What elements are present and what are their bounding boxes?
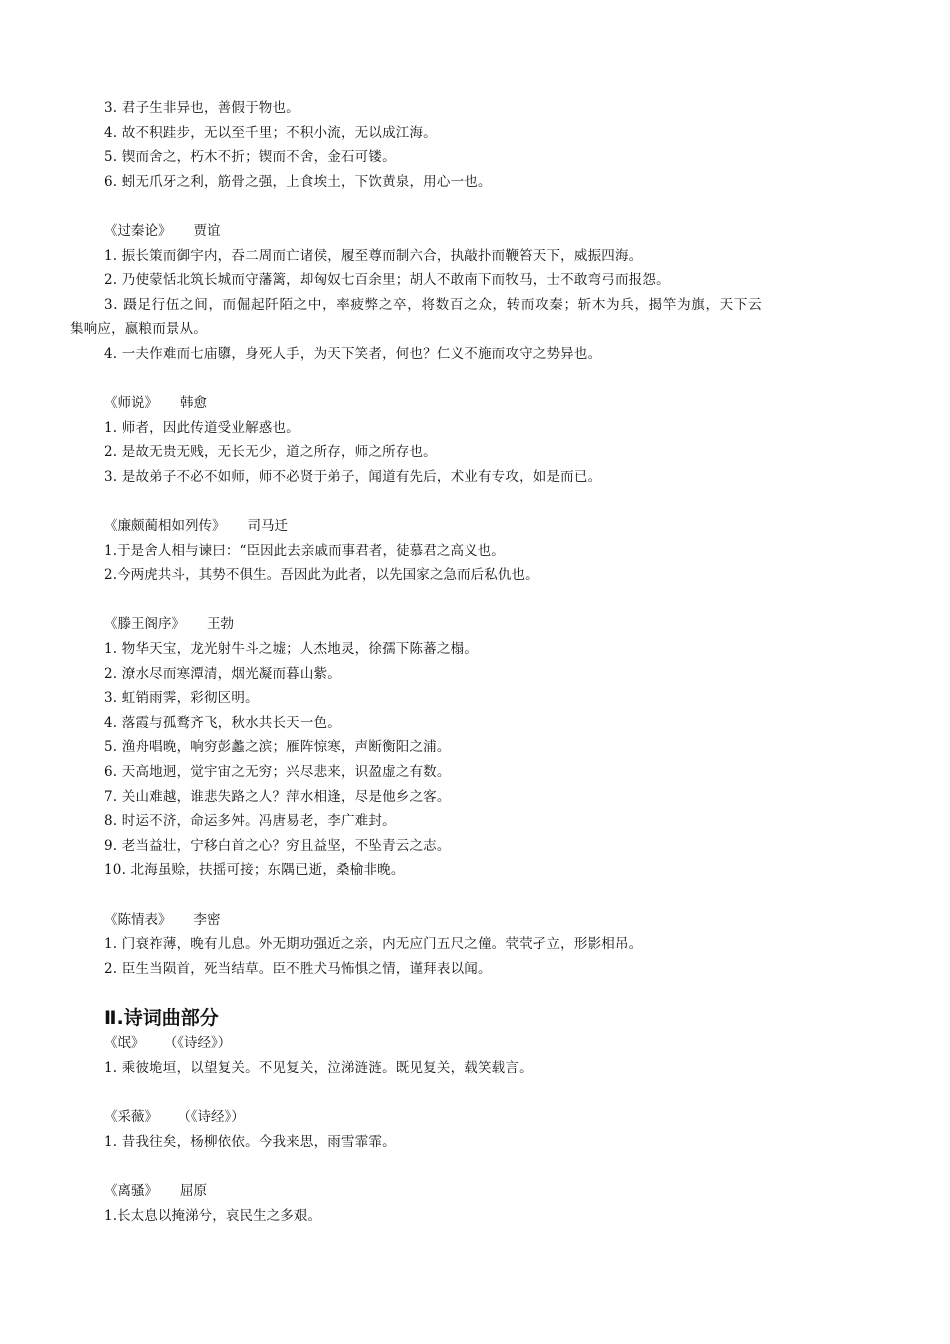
work-author: （《诗经》）	[170, 1035, 232, 1052]
spacer	[0, 883, 950, 908]
meng-section	[0, 1031, 950, 1080]
quote-line: 9. 老当益壮，宁移白首之心？穷且益坚，不坠青云之志。	[104, 837, 451, 854]
quote-line: 6. 天高地迥，觉宇宙之无穷；兴尽悲来，识盈虚之有数。	[104, 764, 451, 781]
section-heading: Ⅱ.诗词曲部分	[104, 1007, 219, 1030]
work-author: 李密	[193, 911, 221, 928]
quote-line: 1. 物华天宝，龙光射牛斗之墟；人杰地灵，徐孺下陈蕃之榻。	[104, 641, 478, 658]
work-heading	[0, 908, 950, 933]
tengwang-section	[0, 612, 950, 883]
quote-line: 3. 虹销雨霁，彩彻区明。	[104, 690, 259, 707]
work-title: 《采薇》	[104, 1109, 158, 1126]
quote-line: 1. 振长策而御宇内，吞二周而亡诸侯，履至尊而制六合，执敲扑而鞭笞天下，威振四海。	[104, 247, 643, 264]
work-author: 贾谊	[193, 222, 221, 239]
work-title: 《廉颇蔺相如列传》	[104, 518, 226, 535]
work-author: 王勃	[207, 616, 234, 633]
work-heading	[0, 1179, 950, 1204]
quote-line: 1. 师者，因此传道受业解惑也。	[104, 419, 300, 436]
work-title: 《过秦论》	[104, 222, 172, 239]
spacer	[0, 981, 950, 1001]
quote-line-continuation: 集响应，嬴粮而景从。	[70, 321, 207, 338]
quote-line: 4. 故不积跬步，无以至千里；不积小流，无以成江海。	[104, 124, 437, 141]
spacer	[0, 367, 950, 392]
work-heading	[0, 219, 950, 244]
chenqing-section	[0, 908, 950, 982]
guoqinlun-section	[0, 219, 950, 367]
quanxue-section	[0, 96, 950, 194]
work-title: 《师说》	[104, 395, 158, 412]
lianpo-section	[0, 514, 950, 588]
work-title: 《离骚》	[104, 1182, 158, 1199]
quote-line: 1.长太息以掩涕兮，哀民生之多艰。	[104, 1207, 322, 1224]
shishuo-section	[0, 391, 950, 489]
quote-line: 3. 是故弟子不必不如师，师不必贤于弟子，闻道有先后，术业有专攻，如是而已。	[104, 468, 602, 485]
quote-line: 2. 臣生当陨首，死当结草。臣不胜犬马怖惧之情，谨拜表以闻。	[104, 960, 492, 977]
quote-line: 1. 门衰祚薄，晚有儿息。外无期功强近之亲，内无应门五尺之僮。茕茕孑立，形影相吊。	[104, 936, 643, 953]
quote-line: 3. 君子生非异也，善假于物也。	[104, 100, 300, 116]
spacer	[0, 194, 950, 219]
work-heading	[0, 612, 950, 637]
quote-line: 1. 乘彼垝垣，以望复关。不见复关，泣涕涟涟。既见复关，载笑载言。	[104, 1059, 533, 1076]
quote-line: 10. 北海虽赊，扶摇可接；东隅已逝，桑榆非晚。	[104, 862, 405, 879]
quote-line: 1.于是舍人相与谏曰：“臣因此去亲戚而事君者，徒慕君之高义也。	[104, 542, 505, 559]
quote-line: 2. 乃使蒙恬北筑长城而守藩篱，却匈奴七百余里；胡人不敢南下而牧马，士不敢弯弓而报怨。	[104, 272, 670, 289]
work-heading	[0, 391, 950, 416]
work-title: 《滕王阁序》	[104, 616, 185, 633]
work-author: 司马迁	[247, 518, 288, 535]
work-title: 《陈情表》	[104, 911, 172, 928]
quote-line: 2. 潦水尽而寒潭清，烟光凝而暮山紫。	[104, 665, 341, 682]
work-author: 韩愈	[180, 395, 207, 412]
work-title: 《氓》	[104, 1035, 145, 1052]
caiwei-section	[0, 1105, 950, 1154]
document-page	[0, 96, 950, 1228]
lisao-section	[0, 1179, 950, 1228]
work-author: （《诗经》）	[184, 1109, 245, 1126]
quote-line: 4. 落霞与孤鹜齐飞，秋水共长天一色。	[104, 714, 341, 731]
quote-line: 2.今两虎共斗，其势不俱生。吾因此为此者，以先国家之急而后私仇也。	[104, 567, 539, 584]
spacer	[0, 490, 950, 515]
spacer	[0, 1154, 950, 1179]
quote-line: 2. 是故无贵无贱，无长无少，道之所存，师之所存也。	[104, 444, 437, 461]
quote-line: 7. 关山难越，谁悲失路之人？萍水相逢，尽是他乡之客。	[104, 788, 451, 805]
quote-line: 3. 蹑足行伍之间，而倔起阡陌之中，率疲弊之卒，将数百之众，转而攻秦；斩木为兵，揭竿为旗，天下云	[104, 296, 763, 313]
quote-line: 4. 一夫作难而七庙隳，身死人手，为天下笑者，何也？仁义不施而攻守之势异也。	[104, 345, 602, 362]
work-heading	[0, 1031, 950, 1056]
work-heading	[0, 514, 950, 539]
work-heading	[0, 1105, 950, 1130]
spacer	[0, 588, 950, 613]
quote-line: 1. 昔我往矣，杨柳依依。今我来思，雨雪霏霏。	[104, 1133, 396, 1150]
quote-line: 8. 时运不济，命运多舛。冯唐易老，李广难封。	[104, 813, 396, 830]
quote-line: 5. 渔舟唱晚，响穷彭蠡之滨；雁阵惊寒，声断衡阳之浦。	[104, 739, 451, 756]
spacer	[0, 1081, 950, 1106]
quote-line: 5. 锲而舍之，朽木不折；锲而不舍，金石可镂。	[104, 149, 396, 166]
work-author: 屈原	[180, 1182, 207, 1199]
quote-line: 6. 蚓无爪牙之利，筋骨之强，上食埃土，下饮黄泉，用心一也。	[104, 173, 492, 190]
